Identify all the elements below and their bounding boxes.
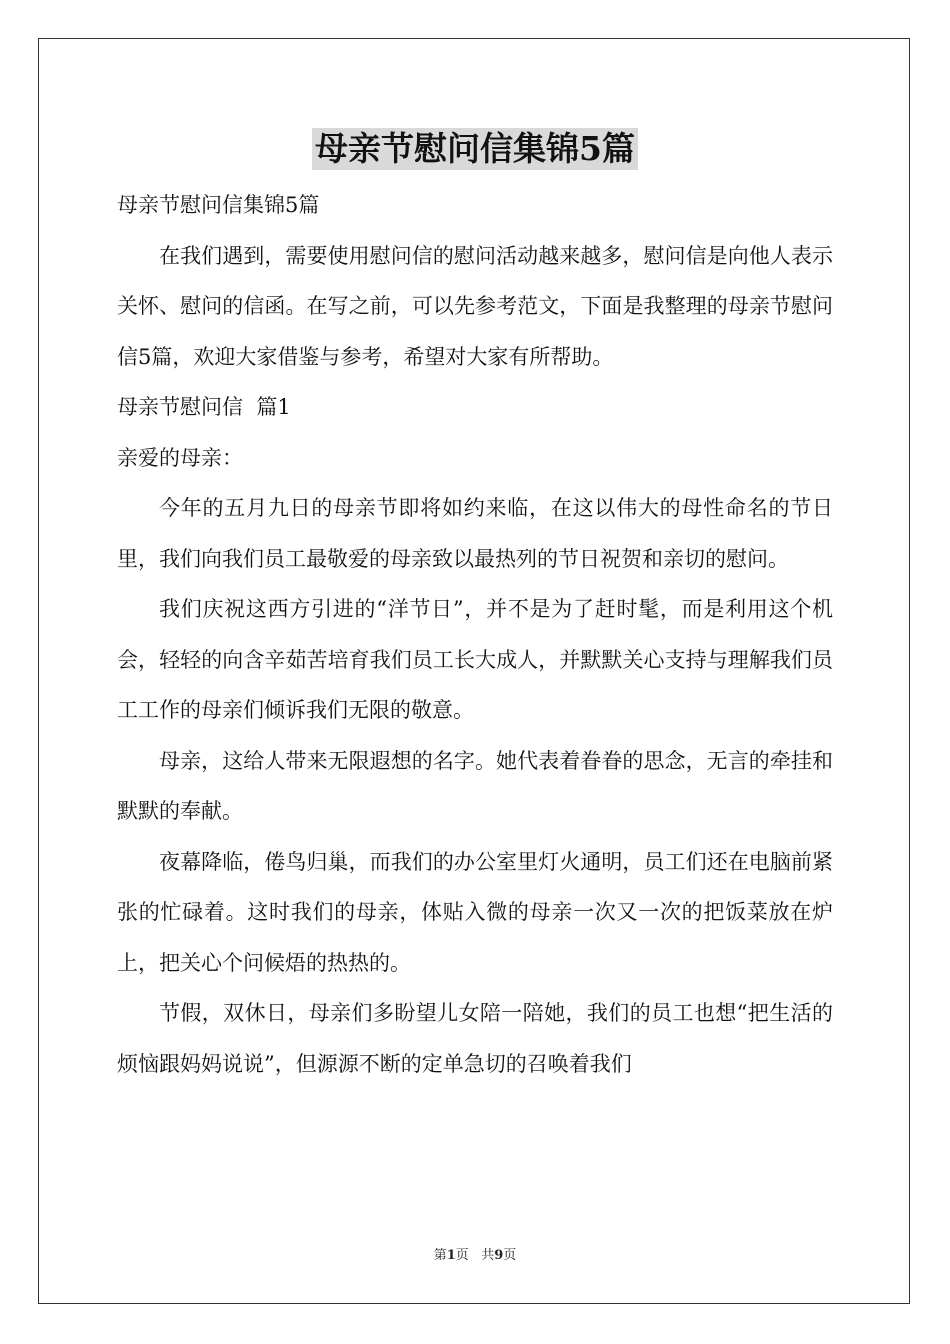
footer-total-pages: 9	[494, 1248, 504, 1263]
paragraph: 亲爱的母亲：	[117, 445, 243, 470]
footer-page-number: 1	[446, 1248, 456, 1263]
footer-suffix: 页	[503, 1248, 517, 1263]
paragraph: 今年的五月九日的母亲节即将如约来临，在这以伟大的母性命名的节日里，我们向我们员工最敬爱的母亲致以最热列的节日祝贺和亲切的慰问。	[117, 496, 833, 571]
document-body	[117, 180, 833, 1089]
document-title: 母亲节慰问信集锦5篇	[312, 128, 638, 170]
paragraph: 母亲节慰问信集锦5篇	[117, 193, 320, 217]
footer-mid: 页 共	[455, 1248, 495, 1263]
paragraph: 夜幕降临，倦鸟归巢，而我们的办公室里灯火通明，员工们还在电脑前紧张的忙碌着。这时我们的母亲，体贴入微的母亲一次又一次的把饭菜放在炉上，把关心个问候焐的热热的。	[117, 849, 833, 975]
title-container	[0, 128, 950, 170]
paragraph: 母亲节慰问信 篇1	[117, 395, 291, 419]
footer-prefix: 第	[433, 1248, 447, 1263]
paragraph: 节假，双休日，母亲们多盼望儿女陪一陪她，我们的员工也想“把生活的烦恼跟妈妈说说”，但源源不断的定单急切的召唤着我们	[117, 1001, 833, 1076]
paragraph: 在我们遇到，需要使用慰问信的慰问活动越来越多，慰问信是向他人表示关怀、慰问的信函。在写之前，可以先参考范文，下面是我整理的母亲节慰问信5篇，欢迎大家借鉴与参考，希望对大家有所帮助。	[117, 243, 833, 369]
paragraph: 我们庆祝这西方引进的“洋节日”，并不是为了赶时髦，而是利用这个机会，轻轻的向含辛茹苦培育我们员工长大成人，并默默关心支持与理解我们员工工作的母亲们倾诉我们无限的敬意。	[117, 597, 833, 722]
page-footer	[0, 1246, 950, 1266]
paragraph: 母亲，这给人带来无限遐想的名字。她代表着眷眷的思念，无言的牵挂和默默的奉献。	[117, 748, 833, 823]
